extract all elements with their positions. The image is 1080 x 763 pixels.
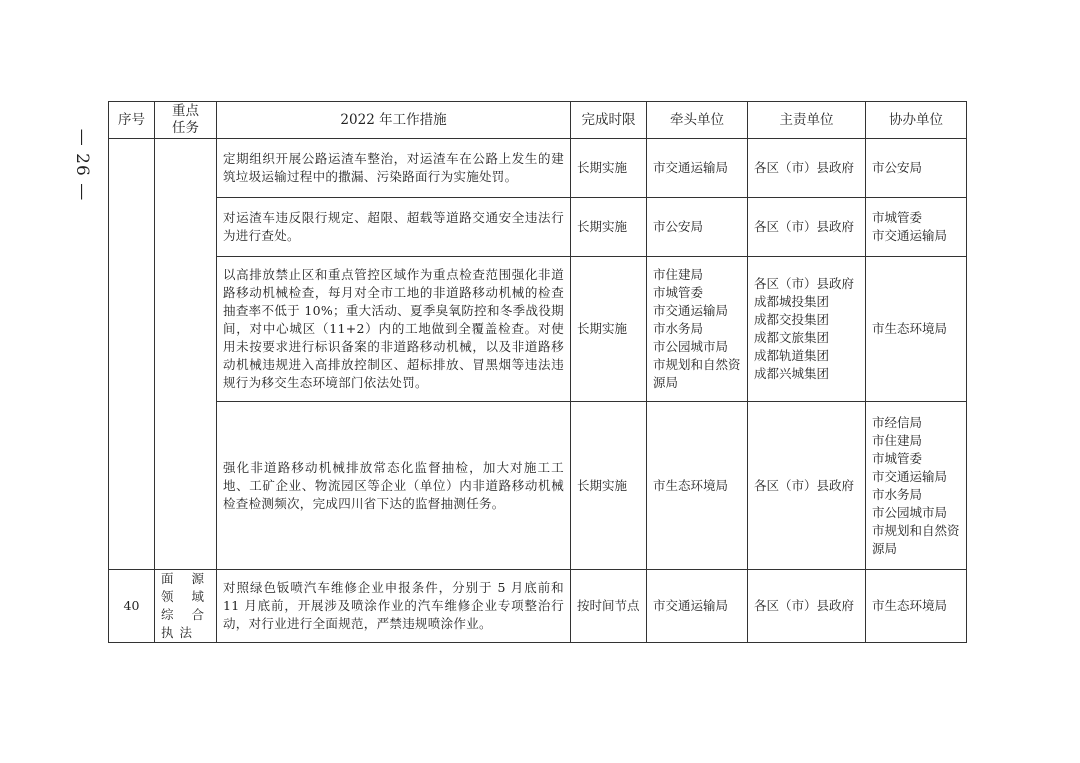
table-row — [109, 570, 967, 643]
row-lead-unit: 市公安局 — [647, 198, 748, 257]
header-task: 重点 任务 — [155, 102, 217, 139]
row-measure: 对照绿色钣喷汽车维修企业申报条件，分别于 5 月底前和 11 月底前，开展涉及喷涂作业的汽车维修企业专项整治行动，对行业进行全面规范，严禁违规喷涂作业。 — [217, 570, 571, 643]
header-lead-unit: 牵头单位 — [647, 102, 748, 139]
row-main-unit: 各区（市）县政府 — [748, 402, 866, 570]
header-assist-unit: 协办单位 — [866, 102, 967, 139]
table-row — [109, 139, 967, 198]
row-deadline: 长期实施 — [571, 198, 647, 257]
row-assist-unit: 市经信局 市住建局 市城管委 市交通运输局 市水务局 市公园城市局 市规划和自然资源局 — [866, 402, 967, 570]
row-task — [155, 139, 217, 570]
row-assist-unit: 市公安局 — [866, 139, 967, 198]
table-row — [109, 198, 967, 257]
row-index — [109, 139, 155, 570]
row-deadline: 长期实施 — [571, 257, 647, 402]
row-measure: 以高排放禁止区和重点管控区域作为重点检查范围强化非道路移动机械检查，每月对全市工地的非道路移动机械的检查抽查率不低于 10%；重大活动、夏季臭氧防控和冬季战役期间，对中心城区（11+2）内的工地做到全覆盖检查。对使用未按要求进行标识备案的非道路移动机械，以及非道路移动机械违规进入高排放控制区、超标排放、冒黑烟等违法违规行为移交生态环境部门依法处罚。 — [217, 257, 571, 402]
header-main-unit: 主责单位 — [748, 102, 866, 139]
row-index: 40 — [109, 570, 155, 643]
row-main-unit: 各区（市）县政府 — [748, 198, 866, 257]
row-assist-unit: 市生态环境局 — [866, 257, 967, 402]
row-lead-unit: 市交通运输局 — [647, 139, 748, 198]
header-measure: 2022 年工作措施 — [217, 102, 571, 139]
row-assist-unit: 市城管委 市交通运输局 — [866, 198, 967, 257]
row-measure: 定期组织开展公路运渣车整治，对运渣车在公路上发生的建筑垃圾运输过程中的撒漏、污染路面行为实施处罚。 — [217, 139, 571, 198]
table-row — [109, 402, 967, 570]
page-number — [62, 120, 102, 210]
row-lead-unit: 市交通运输局 — [647, 570, 748, 643]
row-main-unit: 各区（市）县政府 — [748, 139, 866, 198]
row-main-unit: 各区（市）县政府 — [748, 570, 866, 643]
row-measure: 对运渣车违反限行规定、超限、超载等道路交通安全违法行为进行查处。 — [217, 198, 571, 257]
header-deadline: 完成时限 — [571, 102, 647, 139]
work-measures-table — [108, 101, 967, 643]
row-deadline: 长期实施 — [571, 139, 647, 198]
page-number-text: — 26 — — [72, 128, 93, 202]
row-lead-unit: 市生态环境局 — [647, 402, 748, 570]
row-lead-unit: 市住建局 市城管委 市交通运输局 市水务局 市公园城市局 市规划和自然资源局 — [647, 257, 748, 402]
row-main-unit: 各区（市）县政府 成都城投集团 成都交投集团 成都文旅集团 成都轨道集团 成都兴城集团 — [748, 257, 866, 402]
table-row — [109, 257, 967, 402]
row-deadline: 按时间节点 — [571, 570, 647, 643]
header-index: 序号 — [109, 102, 155, 139]
row-measure: 强化非道路移动机械排放常态化监督抽检，加大对施工工地、工矿企业、物流园区等企业（单位）内非道路移动机械检查检测频次，完成四川省下达的监督抽测任务。 — [217, 402, 571, 570]
row-assist-unit: 市生态环境局 — [866, 570, 967, 643]
table-header-row — [109, 102, 967, 139]
row-deadline: 长期实施 — [571, 402, 647, 570]
row-task: 面源领域综合执法 — [155, 570, 217, 643]
